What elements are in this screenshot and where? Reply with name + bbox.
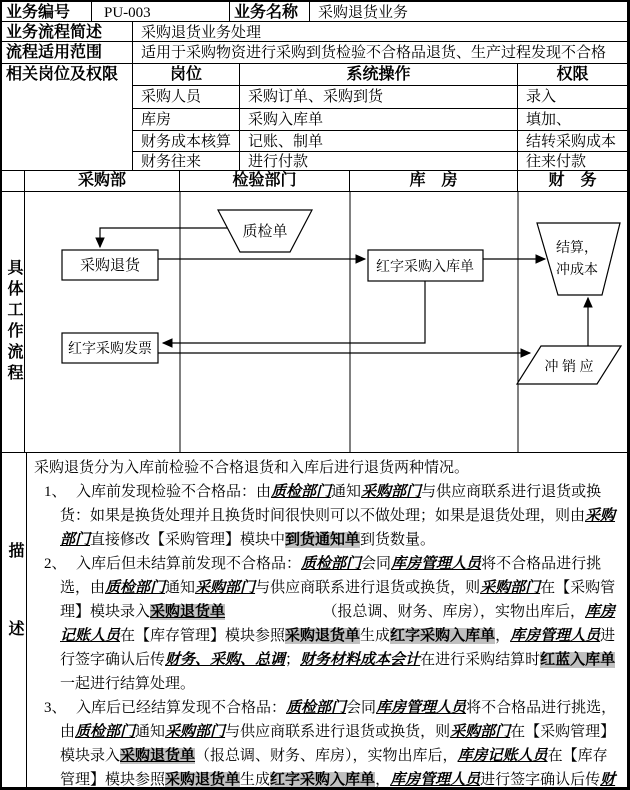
lane-header-warehouse: 库 房 bbox=[350, 171, 518, 192]
scope-label: 流程适用范围 bbox=[2, 42, 133, 64]
roles-header-ops: 系统操作 bbox=[240, 64, 518, 86]
role-name: 采购部门 bbox=[165, 724, 226, 740]
role-perm: 结转采购成本 bbox=[518, 131, 628, 152]
text-segment: 在【库存管理】模块参照 bbox=[60, 748, 608, 788]
text-segment: 与供应商联系进行退货或换货，则 bbox=[225, 724, 451, 740]
text-segment: 在进行采购结算时 bbox=[420, 652, 541, 668]
lane-header-purchasing: 采购部 bbox=[25, 171, 180, 192]
summary-value: 采购退货业务处理 bbox=[133, 22, 628, 42]
role-post: 库房 bbox=[133, 109, 240, 131]
text-segment: ， bbox=[495, 628, 511, 644]
role-name: 质检部门 bbox=[271, 484, 332, 500]
description-item bbox=[27, 696, 619, 788]
role-perm: 录入 bbox=[518, 86, 628, 109]
text-segment: 将不合格品进行挑选，由 bbox=[60, 700, 617, 740]
role-name: 质检部门 bbox=[105, 580, 166, 596]
role-name: 库房管理人员 bbox=[390, 772, 481, 788]
document-name: 红字采购入库单 bbox=[270, 772, 376, 788]
role-name: 财务材料成本会计 bbox=[300, 652, 421, 668]
role-name: 质检部门 bbox=[75, 724, 136, 740]
description-items bbox=[27, 480, 619, 788]
red-invoice-label: 红字采购发票 bbox=[68, 342, 152, 357]
document-name: 红字采购入库单 bbox=[390, 628, 496, 644]
role-name: 质检部门 bbox=[301, 556, 362, 572]
item-number: 3、 bbox=[44, 700, 67, 716]
biz-no-value: PU-003 bbox=[92, 2, 230, 22]
biz-no-label: 业务编号 bbox=[2, 2, 92, 22]
text-segment: 生成 bbox=[240, 772, 271, 788]
text-segment: 将不合格品进行挑选，由 bbox=[60, 556, 602, 596]
summary-label: 业务流程简述 bbox=[2, 22, 133, 42]
text-segment: 入库后已经结算发现不合格品： bbox=[76, 700, 287, 716]
role-name: 库房管理人员 bbox=[391, 556, 482, 572]
lane-header-finance: 财 务 bbox=[518, 171, 628, 192]
flowchart-header-spacer bbox=[2, 171, 25, 192]
text-segment: 与供应商联系进行退货或换货：如果是换货处理并且换货时间很快则可以不做处理；如果是退货处理，则由 bbox=[60, 484, 602, 524]
flowchart-canvas bbox=[25, 192, 628, 453]
role-post: 财务往来 bbox=[133, 152, 240, 171]
roles-header-post: 岗位 bbox=[133, 64, 240, 86]
description-label: 描述 bbox=[2, 453, 27, 788]
document-name: 采购退货单 bbox=[165, 772, 241, 788]
role-name: 库房管理人员 bbox=[376, 700, 467, 716]
item-text bbox=[60, 480, 619, 552]
text-segment: 进行签字确认后传 bbox=[480, 772, 601, 788]
description-item bbox=[27, 552, 619, 696]
item-text bbox=[60, 696, 619, 788]
role-perm: 填加、 bbox=[518, 109, 628, 131]
purchase-return-label: 采购退货 bbox=[79, 258, 141, 274]
flowchart-label: 具体工作流程 bbox=[2, 192, 25, 453]
biz-name-label: 业务名称 bbox=[230, 2, 310, 22]
red-inbound-label: 红字采购入库单 bbox=[376, 260, 474, 275]
settle-shape bbox=[537, 223, 620, 295]
document-name: 采购退货单 bbox=[285, 628, 361, 644]
role-ops: 进行付款 bbox=[240, 152, 518, 171]
settle-label-line1: 结算， bbox=[556, 241, 598, 256]
text-segment: 入库后但未结算前发现不合格品： bbox=[76, 556, 302, 572]
text-segment: 在【采购管理】模块录入 bbox=[60, 580, 616, 620]
role-post: 财务成本核算 bbox=[133, 131, 240, 152]
settle-label-line2: 冲成本 bbox=[556, 263, 598, 278]
role-name: 财务、采购、总调 bbox=[165, 652, 286, 668]
text-segment: 直接修改【采购管理】模块中 bbox=[90, 532, 286, 548]
role-ops: 采购订单、采购到货 bbox=[240, 86, 518, 109]
scope-value: 适用于采购物资进行采购到货检验不合格品退货、生产过程发现不合格 bbox=[133, 42, 628, 64]
text-segment: ， bbox=[375, 772, 391, 788]
role-name: 财 bbox=[600, 772, 616, 788]
text-segment: 到货数量。 bbox=[360, 532, 436, 548]
offset-payable-label: 冲 销 应 bbox=[544, 360, 594, 375]
text-segment: 与供应商联系进行退货或换货，则 bbox=[255, 580, 481, 596]
role-name: 采购部门 bbox=[361, 484, 422, 500]
role-name: 质检部门 bbox=[286, 700, 347, 716]
role-ops: 记账、制单 bbox=[240, 131, 518, 152]
text-segment: （报总调、财务、库房），实物出库后， bbox=[195, 748, 458, 764]
role-perm: 往来付款 bbox=[518, 152, 628, 171]
text-segment: 在【采购管理】模块录入 bbox=[60, 724, 616, 764]
text-segment: 通知 bbox=[135, 724, 166, 740]
biz-name-value: 采购退货业务 bbox=[310, 2, 628, 22]
text-segment: （报总调、财务、库房），实物出库后， bbox=[225, 604, 586, 620]
text-segment: 一起进行结算处理。 bbox=[60, 676, 196, 692]
document-name: 采购退货单 bbox=[120, 748, 196, 764]
item-number: 2、 bbox=[44, 556, 67, 572]
lane-header-inspection: 检验部门 bbox=[180, 171, 350, 192]
flowchart-svg bbox=[25, 192, 628, 453]
role-ops: 采购入库单 bbox=[240, 109, 518, 131]
quality-check-label: 质检单 bbox=[242, 224, 288, 240]
connector-redinbound-to-redinvoice bbox=[163, 281, 425, 343]
item-text bbox=[60, 552, 619, 696]
role-name: 采购部门 bbox=[60, 508, 616, 548]
text-segment: ； bbox=[285, 652, 301, 668]
role-name: 采购部门 bbox=[480, 580, 541, 596]
document-name: 红蓝入库单 bbox=[540, 652, 616, 668]
role-name: 采购部门 bbox=[195, 580, 256, 596]
text-segment: 通知 bbox=[331, 484, 362, 500]
text-segment: 生成 bbox=[360, 628, 391, 644]
document-name: 到货通知单 bbox=[285, 532, 361, 548]
description-cell bbox=[27, 453, 628, 788]
text-segment: 会同 bbox=[361, 556, 392, 572]
role-name: 采购部门 bbox=[450, 724, 511, 740]
document-name: 采购退货单 bbox=[150, 604, 226, 620]
roles-header-perm: 权限 bbox=[518, 64, 628, 86]
role-name: 库房记账人员 bbox=[457, 748, 548, 764]
role-name: 库房管理人员 bbox=[510, 628, 601, 644]
text-segment: 会同 bbox=[346, 700, 377, 716]
text-segment: 通知 bbox=[165, 580, 196, 596]
connector-quality-to-return bbox=[100, 228, 227, 247]
role-name: 库房记账人员 bbox=[60, 604, 616, 644]
role-post: 采购人员 bbox=[133, 86, 240, 109]
description-intro: 采购退货分为入库前检验不合格退货和入库后进行退货两种情况。 bbox=[34, 460, 470, 476]
description-item bbox=[27, 480, 619, 552]
text-segment: 在【库存管理】模块参照 bbox=[120, 628, 286, 644]
text-segment: 进行签字确认后传 bbox=[60, 628, 616, 668]
roles-label: 相关岗位及权限 bbox=[2, 64, 133, 171]
text-segment: 入库前发现检验不合格品：由 bbox=[76, 484, 272, 500]
item-number: 1、 bbox=[44, 484, 67, 500]
